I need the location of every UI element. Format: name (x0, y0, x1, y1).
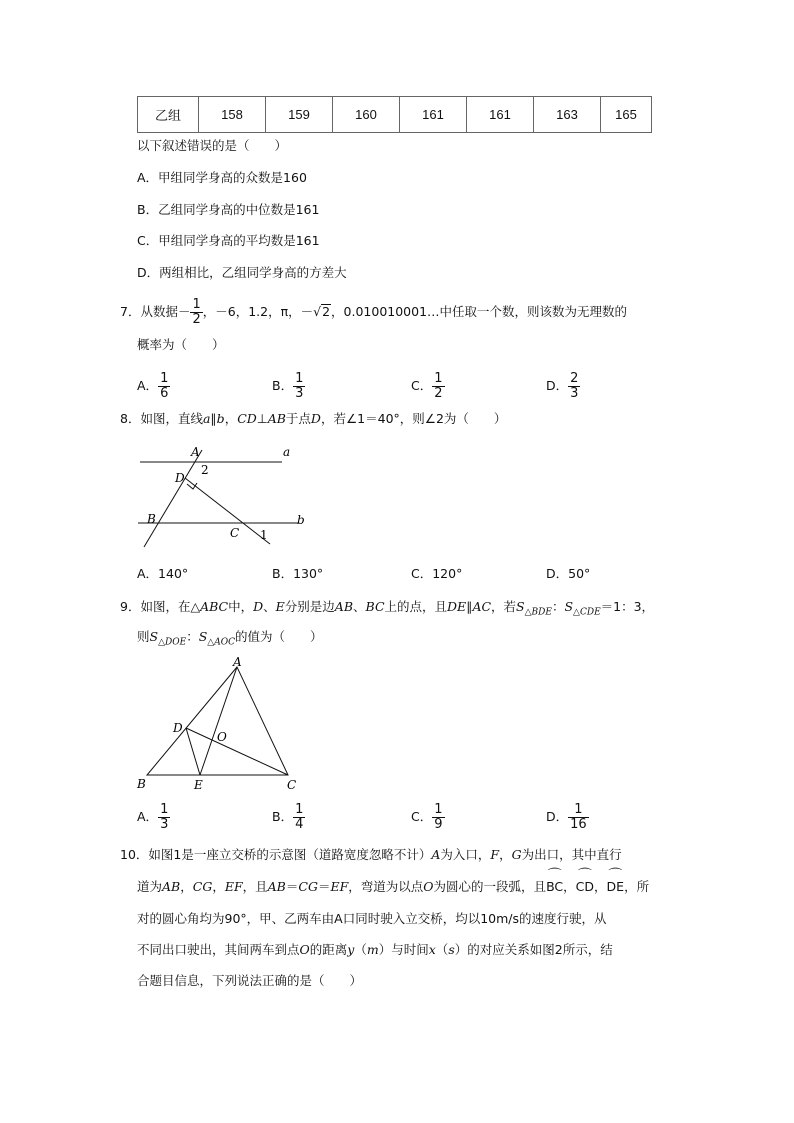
label-E: E (194, 778, 203, 792)
q10-line2: 道为AB，CG，EF，且AB＝CG＝EF，弯道为以点O为圆心的一段弧，且⌒ BC，⌒ CD，⌒ DE，所 (137, 878, 649, 896)
label-A: A (191, 445, 200, 459)
table-cell: 161 (467, 97, 534, 133)
label-C: C (287, 778, 297, 792)
table-cell: 159 (266, 97, 333, 133)
q10-line4: 不同出口驶出，其间两车到点O的距离y（m）与时间x（s）的对应关系如图2所示，结 (137, 942, 613, 957)
q10-line3: 对的圆心角均为90°，甲、乙两车由A口同时驶入立交桥，均以10m/s的速度行驶，从 (137, 911, 607, 926)
arc-cd: ⌒ CD (576, 878, 594, 896)
label-D: D (175, 471, 185, 485)
arc-de: ⌒ DE (607, 878, 625, 896)
q7-option-a: A． $\frac{1}{6}$ (137, 371, 169, 401)
table-cell: 160 (333, 97, 400, 133)
label-angle-1: 1 (260, 528, 268, 542)
q7-fraction: $\frac{1}{2}$ (192, 297, 201, 327)
q10-line5: 合题目信息，下列说法正确的是（ ） (137, 973, 363, 988)
label-A: A (233, 655, 242, 669)
label-B: B (147, 512, 156, 526)
segment-dc (186, 728, 288, 775)
q9-stem-line2: 则$S_{\triangle DOE}$：$S_{\triangle AOC}$的值为（ ） (137, 629, 323, 648)
table-row-label: 乙组 (138, 97, 199, 133)
table-cell: 165 (601, 97, 652, 133)
q8-stem: 8．如图，直线a∥b，CD⊥AB于点D，若∠1＝40°，则∠2为（ ） (120, 411, 507, 426)
q9-stem-line1: 9．如图，在△ABC中，D、E分别是边AB、BC上的点，且DE∥AC，若$S_{\triangle BDE}$：$S_{\triangle CDE}=1$：3， (120, 599, 655, 618)
height-table (137, 96, 652, 133)
table-cell: 158 (199, 97, 266, 133)
label-B: B (137, 777, 146, 791)
q10-line1: 10．如图1是一座立交桥的示意图（道路宽度忽略不计）A为入口，F，G为出口，其中直行 (120, 847, 622, 862)
q6-option-a: A．甲组同学身高的众数是160 (137, 170, 307, 185)
label-D: D (173, 721, 183, 735)
q6-option-b: B．乙组同学身高的中位数是161 (137, 202, 320, 217)
label-a: a (283, 445, 291, 459)
segment-ea (200, 667, 237, 775)
q9-option-a: A． $\frac{1}{3}$ (137, 802, 169, 832)
line-cd (185, 478, 270, 544)
label-b: b (297, 513, 305, 527)
q8-option-a: A．140° (137, 566, 189, 581)
label-C: C (230, 526, 240, 540)
q6-option-c: C．甲组同学身高的平均数是161 (137, 233, 320, 248)
q8-option-b: B．130° (272, 566, 324, 581)
q7-line1: 7．从数据－ $\frac{1}{2}$ ，－6，1.2，π，－√2，0.010010001…中任取一个数，则该数为无理数的 (120, 297, 628, 327)
line-ab (144, 450, 202, 547)
q7-option-b: B． $\frac{1}{3}$ (272, 371, 304, 401)
q8-figure (130, 440, 320, 555)
q9-option-d: D． $\frac{1}{16}$ (546, 802, 587, 832)
q8-option-c: C．120° (411, 566, 463, 581)
q8-option-d: D．50° (546, 566, 591, 581)
q9-option-c: C． $\frac{1}{9}$ (411, 802, 443, 832)
triangle-abc (147, 667, 288, 775)
q6-option-d: D．两组相比，乙组同学身高的方差大 (137, 265, 347, 280)
q7-line2: 概率为（ ） (137, 337, 225, 352)
table-cell: 163 (534, 97, 601, 133)
q7-sqrt: 2 (322, 304, 331, 319)
table-cell: 161 (400, 97, 467, 133)
arc-bc: ⌒ BC (546, 878, 563, 896)
q7-option-c: C． $\frac{1}{2}$ (411, 371, 443, 401)
q9-option-b: B． $\frac{1}{4}$ (272, 802, 304, 832)
label-O: O (217, 730, 227, 744)
q7-number: 7． (120, 304, 141, 319)
q7-option-d: D． $\frac{2}{3}$ (546, 371, 579, 401)
label-angle-2: 2 (201, 463, 209, 477)
segment-de (186, 728, 200, 775)
table-row (138, 97, 652, 133)
q6-prompt: 以下叙述错误的是（ ） (137, 138, 288, 153)
q9-figure (135, 655, 310, 795)
